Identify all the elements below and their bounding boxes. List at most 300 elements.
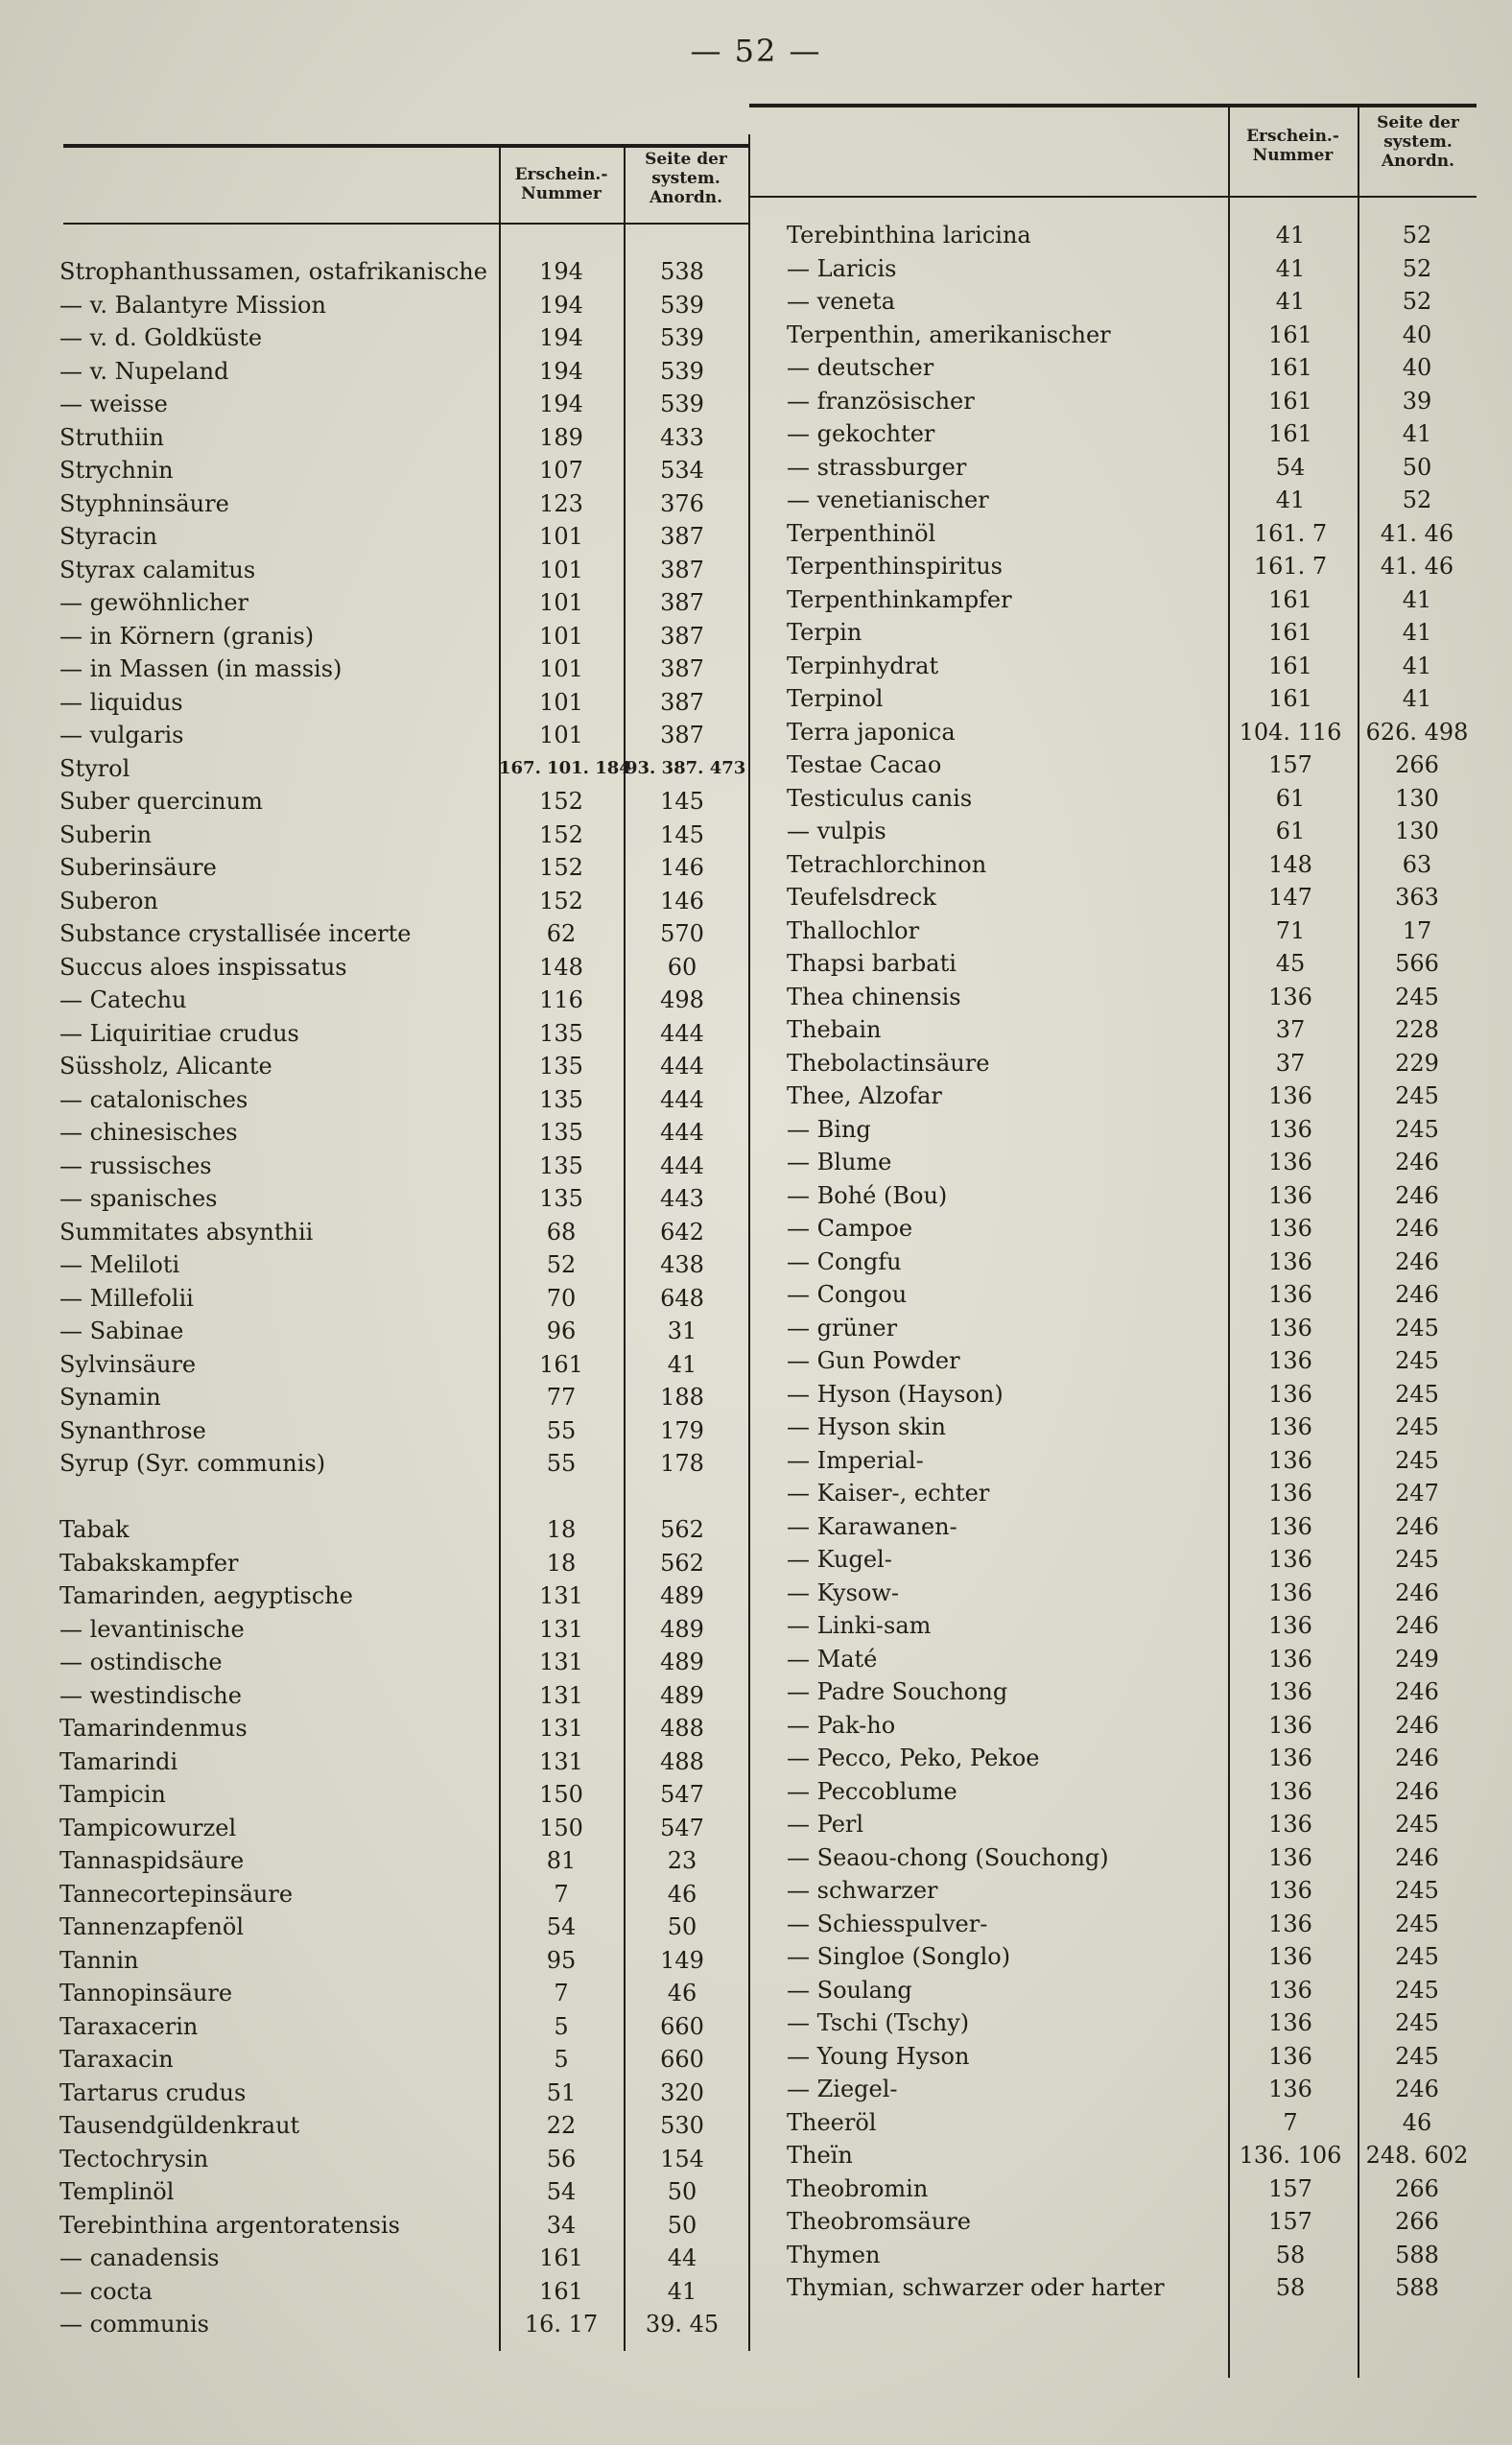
entry-page: 387 xyxy=(660,655,704,682)
entry-name: — Imperial- xyxy=(787,1446,924,1474)
entry-page: 530 xyxy=(660,2112,704,2139)
entry-number: 152 xyxy=(539,820,583,848)
entry-page: 245 xyxy=(1395,1380,1439,1408)
index-entry xyxy=(59,1150,750,1183)
entry-name: — strassburger xyxy=(787,453,967,481)
entry-number: 61 xyxy=(1275,784,1306,812)
index-entry xyxy=(59,1414,750,1448)
entry-page: 547 xyxy=(660,1781,704,1808)
entry-number: 7 xyxy=(554,1980,569,2006)
index-entry xyxy=(59,1216,750,1249)
entry-page: 246 xyxy=(1395,2076,1439,2102)
entry-page: 562 xyxy=(660,1549,704,1577)
left-number-header: Erschein.- Nummer xyxy=(514,165,608,203)
section-gap xyxy=(59,1481,750,1514)
entry-number: 77 xyxy=(546,1384,577,1411)
entry-name: Terpin xyxy=(787,619,862,646)
entry-number: 157 xyxy=(1268,751,1312,778)
entry-name: — westindische xyxy=(59,1681,242,1709)
entry-page: 534 xyxy=(660,457,704,484)
entry-name: — spanisches xyxy=(59,1185,218,1212)
index-entry xyxy=(787,2172,1477,2206)
index-entry xyxy=(59,1778,750,1812)
entry-page: 50 xyxy=(667,1913,697,1940)
entry-page: 52 xyxy=(1402,222,1432,249)
index-entry xyxy=(59,620,750,653)
index-entry xyxy=(59,851,750,885)
index-entry xyxy=(787,2073,1477,2106)
entry-page: 60 xyxy=(667,953,697,981)
entry-name: Tannaspidsäure xyxy=(59,1847,245,1874)
index-entry xyxy=(787,1146,1477,1179)
entry-page: 387 xyxy=(660,523,704,550)
entry-page: 626. 498 xyxy=(1365,718,1469,746)
index-entry xyxy=(787,1246,1477,1279)
index-entry xyxy=(59,255,750,289)
entry-name: — Sabinae xyxy=(59,1317,184,1344)
entry-name: — Tschi (Tschy) xyxy=(787,2009,970,2036)
entry-page: 245 xyxy=(1395,2042,1439,2070)
index-entry xyxy=(787,2040,1477,2074)
entry-number: 96 xyxy=(546,1317,577,1344)
entry-number: 152 xyxy=(539,887,583,914)
entry-name: — Millefolii xyxy=(59,1284,194,1312)
entry-page: 39. 45 xyxy=(645,2311,720,2338)
index-entry xyxy=(59,1182,750,1216)
entry-name: Tartarus crudus xyxy=(59,2078,247,2106)
index-entry xyxy=(59,653,750,686)
index-entry xyxy=(59,554,750,587)
entry-name: Suberin xyxy=(59,820,153,848)
entry-number: 136 xyxy=(1268,1745,1312,1771)
entry-page: 588 xyxy=(1395,2241,1439,2268)
entry-name: — v. d. Goldküste xyxy=(59,324,263,351)
entry-number: 157 xyxy=(1268,2208,1312,2235)
entry-name: — Hyson (Hayson) xyxy=(787,1380,1004,1408)
entry-page: 547 xyxy=(660,1814,704,1841)
entry-name: — Kaiser-, echter xyxy=(787,1480,990,1507)
entry-number: 167. 101. 184 xyxy=(499,757,631,778)
entry-name: Styrax calamitus xyxy=(59,556,256,583)
entry-number: 150 xyxy=(539,1781,583,1808)
entry-name: Testae Cacao xyxy=(787,751,942,778)
index-entry xyxy=(787,385,1477,418)
entry-name: Strychnin xyxy=(59,457,174,484)
entry-page: 228 xyxy=(1395,1016,1439,1043)
entry-page: 570 xyxy=(660,920,704,947)
entry-page: 248. 602 xyxy=(1365,2142,1469,2169)
index-entry xyxy=(59,1844,750,1878)
entry-name: — Liquiritiae crudus xyxy=(59,1019,299,1047)
index-entry xyxy=(59,1646,750,1679)
index-entry xyxy=(59,1381,750,1414)
entry-page: 154 xyxy=(660,2145,704,2172)
entry-name: Tamarindi xyxy=(59,1747,178,1775)
entry-name: — französischer xyxy=(787,387,975,415)
index-entry xyxy=(59,2109,750,2143)
entry-page: 245 xyxy=(1395,1082,1439,1109)
index-entry xyxy=(59,2275,750,2309)
index-entry xyxy=(59,321,750,355)
entry-page: 245 xyxy=(1395,1446,1439,1474)
entry-name: — Young Hyson xyxy=(787,2042,970,2070)
entry-page: 41 xyxy=(1402,685,1432,712)
entry-number: 101 xyxy=(539,722,583,748)
entry-name: — in Massen (in massis) xyxy=(59,655,343,682)
index-entry xyxy=(59,686,750,720)
index-entry xyxy=(787,848,1477,882)
entry-number: 107 xyxy=(539,457,583,484)
entry-name: — Kysow- xyxy=(787,1579,899,1606)
index-entry xyxy=(787,252,1477,286)
entry-page: 444 xyxy=(660,1151,704,1179)
index-entry xyxy=(787,2006,1477,2040)
right-top-rule xyxy=(749,104,1477,107)
entry-number: 194 xyxy=(539,391,583,417)
entry-name: Terpenthinöl xyxy=(787,519,936,547)
entry-number: 45 xyxy=(1275,950,1306,977)
entry-name: — catalonisches xyxy=(59,1085,248,1113)
entry-number: 136 xyxy=(1268,1380,1312,1408)
entry-number: 161 xyxy=(539,1350,583,1378)
entry-name: Terebinthina laricina xyxy=(787,222,1031,249)
entry-number: 101 xyxy=(539,523,583,550)
entry-name: — levantinische xyxy=(59,1615,245,1643)
entry-name: — chinesisches xyxy=(59,1119,238,1146)
entry-page: 566 xyxy=(1395,950,1439,977)
entry-number: 41 xyxy=(1275,487,1306,513)
entry-name: Tabak xyxy=(59,1516,130,1543)
entry-name: — Peccoblume xyxy=(787,1777,957,1805)
entry-name: — Bing xyxy=(787,1115,871,1143)
entry-number: 136 xyxy=(1268,1281,1312,1308)
entry-number: 189 xyxy=(539,423,583,451)
entry-name: Terpenthin, amerikanischer xyxy=(787,320,1111,348)
entry-name: Thallochlor xyxy=(787,916,920,944)
entry-name: Tectochrysin xyxy=(59,2145,209,2172)
entry-page: 588 xyxy=(1395,2274,1439,2301)
index-entry xyxy=(59,1679,750,1713)
entry-page: 245 xyxy=(1395,1910,1439,1937)
entry-name: — Blume xyxy=(787,1149,892,1175)
entry-number: 55 xyxy=(546,1416,577,1444)
entry-name: — vulpis xyxy=(787,818,886,844)
entry-name: Styphninsäure xyxy=(59,489,229,517)
entry-number: 136 xyxy=(1268,1777,1312,1805)
entry-number: 68 xyxy=(546,1218,577,1246)
entry-page: 46 xyxy=(667,1980,697,2006)
index-entry xyxy=(787,716,1477,749)
index-entry xyxy=(59,1282,750,1316)
entry-page: 50 xyxy=(667,2211,697,2239)
entry-name: Substance crystallisée incerte xyxy=(59,920,412,947)
entry-number: 95 xyxy=(546,1946,577,1974)
index-entry xyxy=(787,1312,1477,1345)
entry-page: 444 xyxy=(660,1019,704,1047)
index-entry xyxy=(787,1080,1477,1113)
entry-number: 136 xyxy=(1268,2042,1312,2070)
entry-page: 50 xyxy=(667,2178,697,2205)
index-entry xyxy=(59,951,750,985)
entry-page: 246 xyxy=(1395,1678,1439,1705)
entry-name: Süssholz, Alicante xyxy=(59,1053,272,1080)
left-entry-list xyxy=(59,255,750,2341)
entry-number: 136 xyxy=(1268,1877,1312,1904)
entry-name: Tannenzapfenöl xyxy=(59,1913,245,1940)
entry-number: 101 xyxy=(539,589,583,616)
entry-number: 161 xyxy=(1268,652,1312,679)
index-entry xyxy=(59,454,750,487)
left-page-header: Seite der system. Anordn. xyxy=(645,150,727,207)
entry-number: 135 xyxy=(539,1185,583,1212)
entry-number: 61 xyxy=(1275,818,1306,844)
entry-number: 101 xyxy=(539,622,583,650)
right-entry-list xyxy=(787,219,1477,2305)
entry-name: — Kugel- xyxy=(787,1546,892,1573)
entry-page: 249 xyxy=(1395,1645,1439,1673)
entry-number: 136 xyxy=(1268,1314,1312,1341)
entry-page: 39 xyxy=(1402,387,1432,415)
entry-name: — cocta xyxy=(59,2277,153,2305)
index-entry xyxy=(59,719,750,752)
entry-name: — grüner xyxy=(787,1314,898,1341)
entry-page: 44 xyxy=(667,2244,697,2271)
entry-name: — Bohé (Bou) xyxy=(787,1181,948,1209)
entry-page: 46 xyxy=(667,1880,697,1908)
entry-number: 71 xyxy=(1275,916,1306,944)
entry-page: 266 xyxy=(1395,2208,1439,2235)
entry-page: 245 xyxy=(1395,2009,1439,2036)
entry-page: 562 xyxy=(660,1516,704,1543)
entry-page: 245 xyxy=(1395,1546,1439,1573)
index-entry xyxy=(787,1278,1477,1312)
entry-page: 41 xyxy=(667,2277,697,2305)
index-entry xyxy=(787,1775,1477,1809)
entry-name: Suber quercinum xyxy=(59,788,263,815)
entry-page: 245 xyxy=(1395,1943,1439,1970)
index-entry xyxy=(787,1908,1477,1941)
entry-page: 648 xyxy=(660,1284,704,1312)
index-entry xyxy=(787,319,1477,352)
entry-name: Styracin xyxy=(59,523,157,550)
entry-page: 93. 387. 473 xyxy=(626,757,746,778)
entry-page: 539 xyxy=(660,391,704,417)
index-entry xyxy=(59,1613,750,1647)
index-entry xyxy=(787,550,1477,583)
entry-name: Summitates absynthii xyxy=(59,1218,314,1246)
entry-number: 136 xyxy=(1268,1181,1312,1209)
entry-name: Tannopinsäure xyxy=(59,1980,233,2006)
entry-number: 18 xyxy=(546,1549,577,1577)
index-entry xyxy=(59,1315,750,1348)
entry-page: 245 xyxy=(1395,1413,1439,1440)
entry-name: Templinöl xyxy=(59,2178,175,2205)
index-entry xyxy=(59,752,750,786)
entry-page: 539 xyxy=(660,324,704,351)
index-entry xyxy=(787,981,1477,1014)
entry-name: Styrol xyxy=(59,754,130,782)
entry-number: 34 xyxy=(546,2211,577,2239)
index-entry xyxy=(787,782,1477,816)
entry-number: 136 xyxy=(1268,1446,1312,1474)
entry-page: 489 xyxy=(660,1649,704,1675)
entry-page: 539 xyxy=(660,357,704,385)
entry-page: 387 xyxy=(660,622,704,650)
entry-page: 246 xyxy=(1395,1612,1439,1639)
entry-page: 246 xyxy=(1395,1777,1439,1805)
entry-name: Theïn xyxy=(787,2142,853,2169)
index-entry xyxy=(59,1547,750,1580)
entry-number: 136 xyxy=(1268,1910,1312,1937)
entry-number: 136 xyxy=(1268,1579,1312,1606)
entry-name: — vulgaris xyxy=(59,722,184,748)
entry-number: 136 xyxy=(1268,2009,1312,2036)
entry-name: Thee, Alzofar xyxy=(787,1082,942,1109)
entry-number: 54 xyxy=(546,2178,577,2205)
entry-page: 266 xyxy=(1395,2174,1439,2202)
entry-number: 5 xyxy=(554,2012,569,2040)
entry-number: 41 xyxy=(1275,288,1306,315)
index-entry xyxy=(59,1116,750,1150)
entry-number: 157 xyxy=(1268,2174,1312,2202)
index-entry xyxy=(59,1083,750,1117)
entry-page: 444 xyxy=(660,1119,704,1146)
entry-number: 194 xyxy=(539,258,583,285)
entry-number: 135 xyxy=(539,1019,583,1047)
entry-number: 104. 116 xyxy=(1239,718,1342,746)
entry-number: 136 xyxy=(1268,1347,1312,1374)
index-entry xyxy=(59,885,750,918)
entry-name: — Singloe (Songlo) xyxy=(787,1943,1011,1970)
index-entry xyxy=(59,917,750,951)
entry-page: 387 xyxy=(660,556,704,583)
entry-name: Thebolactinsäure xyxy=(787,1049,990,1077)
entry-number: 116 xyxy=(539,986,583,1013)
entry-number: 54 xyxy=(546,1913,577,1940)
entry-number: 136 xyxy=(1268,1678,1312,1705)
entry-name: — in Körnern (granis) xyxy=(59,622,315,650)
entry-page: 246 xyxy=(1395,1745,1439,1771)
index-entry xyxy=(787,1179,1477,1213)
entry-name: Succus aloes inspissatus xyxy=(59,953,347,981)
index-entry xyxy=(787,682,1477,716)
entry-page: 41 xyxy=(1402,420,1432,447)
index-entry xyxy=(787,1874,1477,1908)
index-entry xyxy=(787,2271,1477,2305)
index-entry xyxy=(59,355,750,389)
entry-number: 131 xyxy=(539,1582,583,1609)
entry-number: 152 xyxy=(539,788,583,815)
entry-name: Thymian, schwarzer oder harter xyxy=(787,2274,1165,2301)
index-entry xyxy=(787,451,1477,485)
entry-number: 55 xyxy=(546,1450,577,1477)
entry-number: 101 xyxy=(539,688,583,716)
entry-number: 136 xyxy=(1268,1413,1312,1440)
entry-name: Tannecortepinsäure xyxy=(59,1880,294,1908)
entry-name: — Perl xyxy=(787,1811,864,1838)
entry-name: — russisches xyxy=(59,1151,212,1179)
entry-page: 17 xyxy=(1402,916,1432,944)
index-entry xyxy=(787,2205,1477,2239)
entry-name: — ostindische xyxy=(59,1649,223,1675)
index-entry xyxy=(787,1709,1477,1743)
index-entry xyxy=(59,388,750,421)
entry-number: 62 xyxy=(546,920,577,947)
index-entry xyxy=(787,1212,1477,1246)
entry-number: 136 xyxy=(1268,2076,1312,2102)
entry-name: Tabakskampfer xyxy=(59,1549,239,1577)
index-entry xyxy=(59,2043,750,2077)
entry-number: 136 xyxy=(1268,1512,1312,1540)
entry-number: 135 xyxy=(539,1053,583,1080)
entry-name: — gewöhnlicher xyxy=(59,589,249,616)
index-entry xyxy=(787,1841,1477,1875)
entry-number: 136 xyxy=(1268,1115,1312,1143)
entry-name: — Pak-ho xyxy=(787,1711,896,1739)
index-entry xyxy=(787,1609,1477,1643)
entry-page: 642 xyxy=(660,1218,704,1246)
entry-number: 136 xyxy=(1268,1843,1312,1871)
entry-name: — Catechu xyxy=(59,986,187,1013)
entry-number: 161 xyxy=(1268,387,1312,415)
entry-page: 178 xyxy=(660,1450,704,1477)
index-entry xyxy=(59,2143,750,2176)
entry-name: Terra japonica xyxy=(787,718,956,746)
entry-number: 131 xyxy=(539,1747,583,1775)
index-entry xyxy=(787,2139,1477,2172)
index-entry xyxy=(59,421,750,455)
entry-number: 161 xyxy=(1268,320,1312,348)
entry-name: Tausendgüldenkraut xyxy=(59,2112,300,2139)
entry-page: 363 xyxy=(1395,884,1439,911)
entry-name: — Soulang xyxy=(787,1976,912,2004)
entry-name: — canadensis xyxy=(59,2244,220,2271)
entry-page: 41. 46 xyxy=(1380,553,1454,580)
entry-number: 161 xyxy=(1268,685,1312,712)
entry-number: 136 xyxy=(1268,983,1312,1010)
entry-number: 194 xyxy=(539,291,583,319)
entry-name: — Congfu xyxy=(787,1247,902,1275)
entry-page: 266 xyxy=(1395,751,1439,778)
entry-page: 188 xyxy=(660,1384,704,1411)
entry-page: 40 xyxy=(1402,320,1432,348)
entry-number: 194 xyxy=(539,324,583,351)
index-entry xyxy=(787,815,1477,848)
entry-page: 387 xyxy=(660,722,704,748)
entry-number: 7 xyxy=(554,1880,569,1908)
entry-number: 136 xyxy=(1268,1943,1312,1970)
entry-name: Theobromin xyxy=(787,2174,929,2202)
entry-page: 41. 46 xyxy=(1380,519,1454,547)
entry-name: Theeröl xyxy=(787,2108,877,2136)
entry-page: 23 xyxy=(667,1847,697,1874)
index-entry xyxy=(59,1911,750,1944)
index-entry xyxy=(787,1510,1477,1544)
index-entry xyxy=(787,881,1477,914)
entry-name: — Campoe xyxy=(787,1215,913,1242)
index-entry xyxy=(59,2242,750,2275)
index-entry xyxy=(59,2077,750,2110)
entry-name: Suberon xyxy=(59,887,158,914)
index-entry xyxy=(787,517,1477,551)
entry-number: 161 xyxy=(1268,354,1312,381)
index-entry xyxy=(787,285,1477,319)
entry-name: Testiculus canis xyxy=(787,784,973,812)
entry-name: — Linki-sam xyxy=(787,1612,932,1639)
entry-page: 229 xyxy=(1395,1049,1439,1077)
index-entry xyxy=(59,1712,750,1745)
entry-page: 245 xyxy=(1395,1976,1439,2004)
